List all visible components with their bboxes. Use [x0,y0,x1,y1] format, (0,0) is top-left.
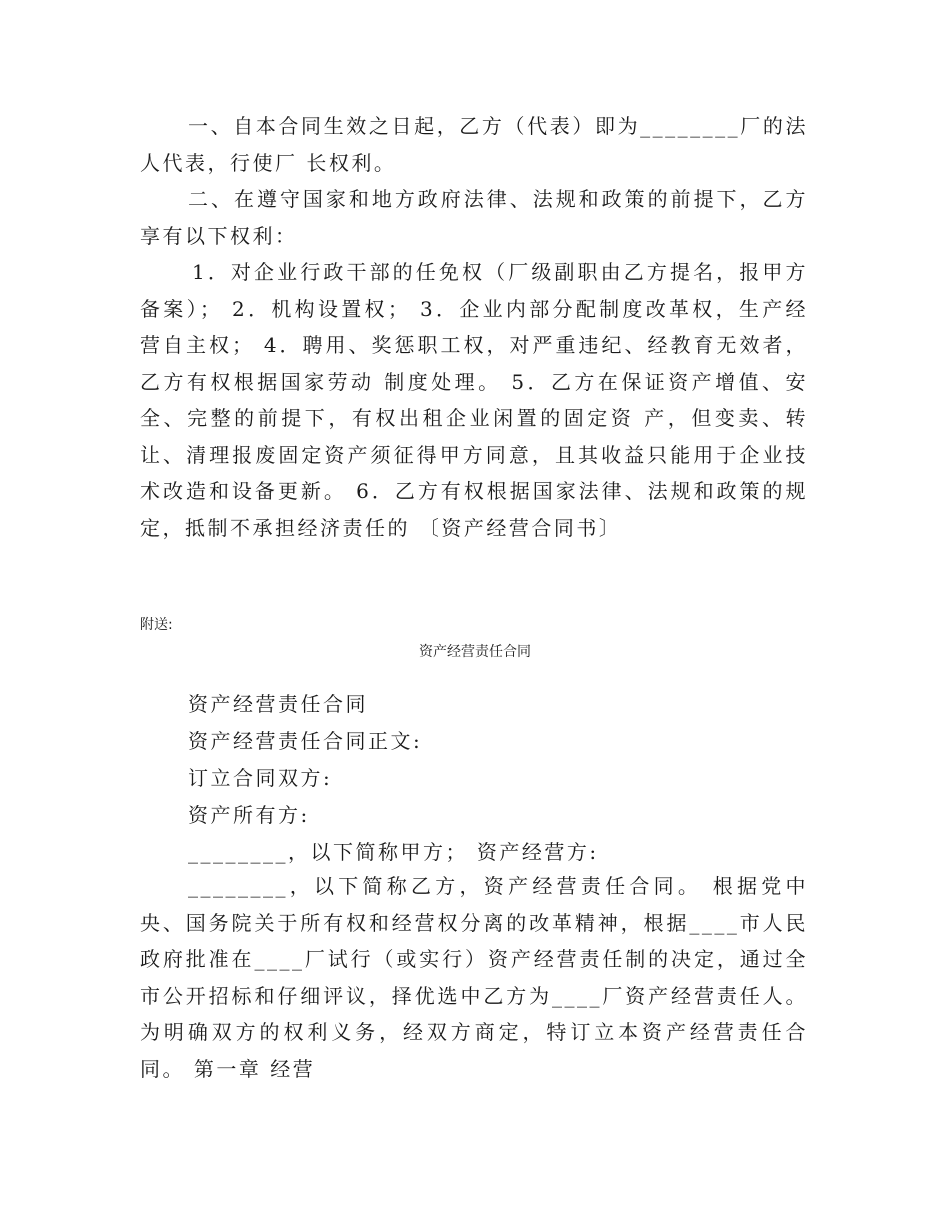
asset-owner-label: 资产所有方: [188,803,310,827]
party-a-line: ________，以下简称甲方； 资产经营方: [188,840,599,864]
contract-body-label: 资产经营责任合同正文: [188,729,423,753]
clause-two: 二、在遵守国家和地方政府法律、法规和政策的前提下，乙方享有以下权利： [140,187,808,248]
contract-heading: 资产经营责任合同 [188,692,368,716]
contract-preamble: ________，以下简称乙方，资产经营责任合同。 根据党中央、国务院关于所有权和经营权分离的改革精神，根据____市人民政府批准在____厂试行（或实行）资产经营责任制的决定，通过全市公开招标和仔细评议，择优选中乙方为____厂资产经营责任人。为明确双方的权利义务，经双方商定，特订立本资产经营责任合同。 第一章 经营 [140,874,808,1081]
clause-one: 一、自本合同生效之日起，乙方（代表）即为________厂的法人代表，行使厂 长权利。 [140,114,808,175]
appendix-title: 资产经营责任合同 [419,644,531,660]
contract-parties-label: 订立合同双方: [188,766,333,790]
appendix-label: 附送: [140,617,173,633]
rights-list: 1．对企业行政干部的任免权（厂级副职由乙方提名，报甲方备案）； 2．机构设置权； 3．企业内部分配制度改革权，生产经营自主权； 4．聘用、奖惩职工权，对严重违纪、经教育无效者，乙方有权根据国家劳动 制度处理。 5．乙方在保证资产增值、安全、完整的前提下，有权出租企业闲置的固定资 产，但变卖、转让、清理报废固定资产须征得甲方同意，且其收益只能用于企业技 术改造和设备更新。 6．乙方有权根据国家法律、法规和政策的规定，抵制不承担经济责任的 〔资产经营合同书〕 [140,260,817,540]
